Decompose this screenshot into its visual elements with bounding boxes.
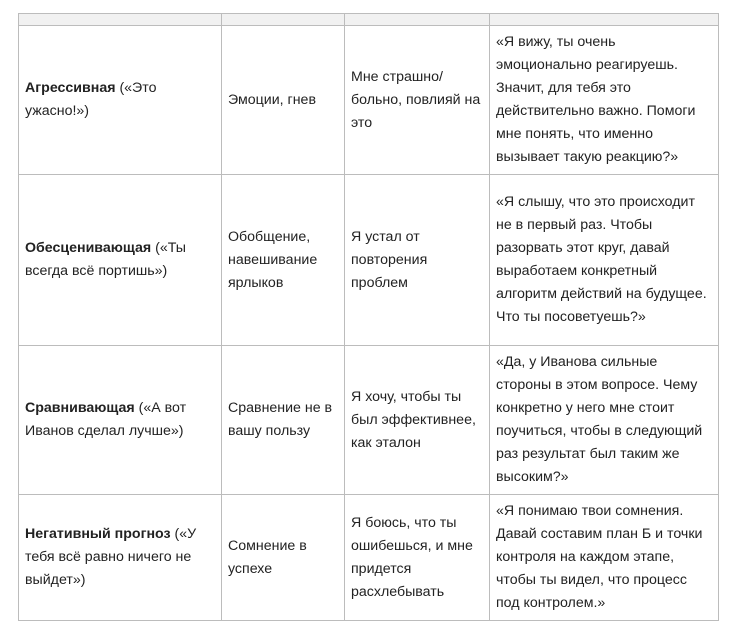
hidden-meaning-cell: Мне страшно/ больно, повлияй на это — [345, 26, 490, 175]
criticism-type-name: Негативный прогноз — [25, 526, 171, 542]
criticism-type-cell — [19, 495, 222, 621]
criticism-type-example: («Это ужасно!») — [25, 80, 157, 119]
response-cell: «Да, у Иванова сильные стороны в этом вопросе. Чему конкретно у него мне стоит поучиться, чтобы в следующий раз результат был таким же высоким?» — [490, 346, 719, 495]
criticism-type-name: Сравнивающая — [25, 400, 135, 416]
criticism-type-example: («Ты всегда всё портишь») — [25, 240, 186, 279]
trigger-cell: Сомнение в успехе — [222, 495, 345, 621]
response-cell: «Я слышу, что это происходит не в первый раз. Чтобы разорвать этот круг, давай выработаем конкретный алгоритм действий на будущее. Что ты посоветуешь?» — [490, 175, 719, 346]
criticism-table-container — [18, 13, 718, 621]
criticism-type-example: («У тебя всё равно ничего не выйдет») — [25, 526, 197, 588]
criticism-type-example: («А вот Иванов сделал лучше») — [25, 400, 187, 439]
hidden-meaning-cell: Я хочу, чтобы ты был эффективнее, как эталон — [345, 346, 490, 495]
header-cell-type — [19, 14, 222, 26]
header-cell-trigger — [222, 14, 345, 26]
criticism-types-table — [18, 13, 719, 621]
trigger-cell: Сравнение не в вашу пользу — [222, 346, 345, 495]
table-body — [19, 26, 719, 621]
criticism-type-cell — [19, 175, 222, 346]
criticism-type-cell — [19, 26, 222, 175]
criticism-type-cell — [19, 346, 222, 495]
table-row — [19, 175, 719, 346]
criticism-type-name: Агрессивная — [25, 80, 116, 96]
table-row — [19, 26, 719, 175]
trigger-cell: Обобщение, навешивание ярлыков — [222, 175, 345, 346]
response-cell: «Я вижу, ты очень эмоционально реагируешь. Значит, для тебя это действительно важно. Помоги мне понять, что именно вызывает такую реакцию?» — [490, 26, 719, 175]
table-row — [19, 495, 719, 621]
hidden-meaning-cell: Я боюсь, что ты ошибешься, и мне придется расхлебывать — [345, 495, 490, 621]
table-header — [19, 14, 719, 26]
criticism-type-name: Обесценивающая — [25, 240, 152, 256]
table-row — [19, 346, 719, 495]
header-row — [19, 14, 719, 26]
header-cell-fear — [345, 14, 490, 26]
header-cell-response — [490, 14, 719, 26]
response-cell: «Я понимаю твои сомнения. Давай составим план Б и точки контроля на каждом этапе, чтобы ты видел, что процесс под контролем.» — [490, 495, 719, 621]
trigger-cell: Эмоции, гнев — [222, 26, 345, 175]
hidden-meaning-cell: Я устал от повторения проблем — [345, 175, 490, 346]
